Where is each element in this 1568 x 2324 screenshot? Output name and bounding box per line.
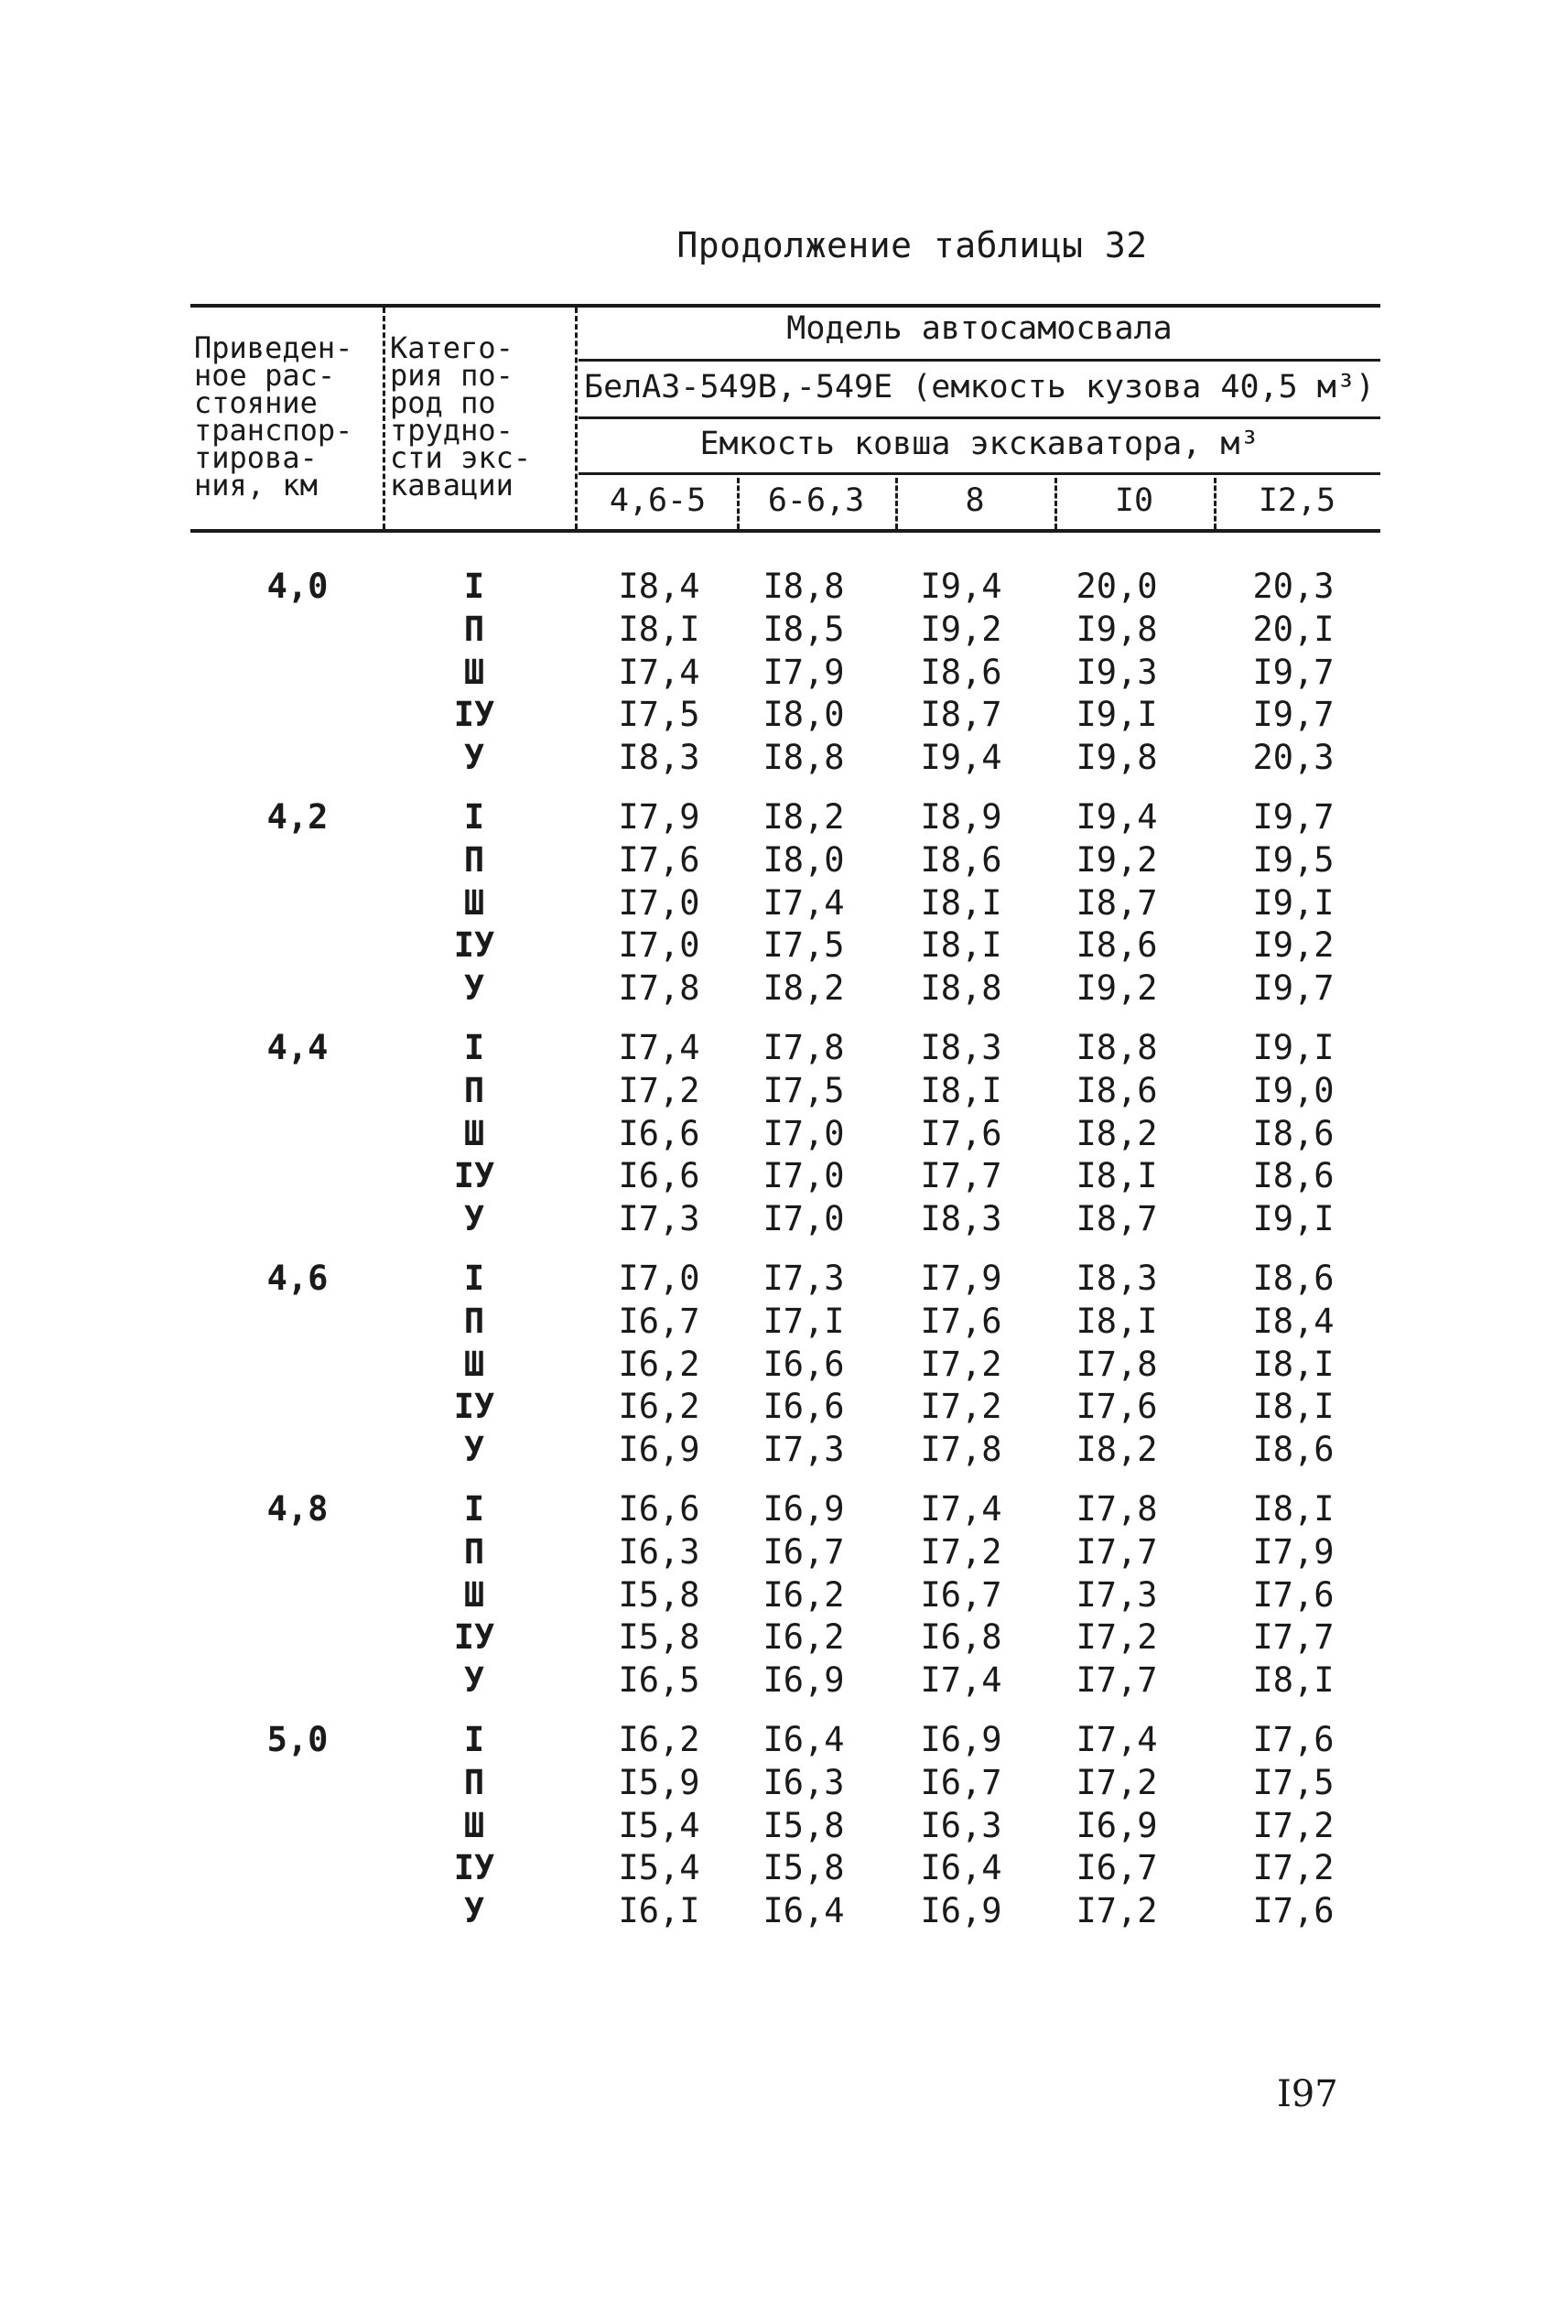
value-cell: I8,6 [1252, 1156, 1335, 1196]
value-cell: I7,2 [618, 1070, 700, 1110]
value-cell: I8,6 [1252, 1430, 1335, 1470]
value-cell: I9,7 [1252, 797, 1335, 837]
value-cell: I7,8 [762, 1028, 845, 1067]
category-cell: Ш [463, 1574, 485, 1615]
value-cell: I7,9 [618, 797, 700, 837]
model-rule [579, 359, 1380, 362]
header-bucket-title: Емкость ковша экскаватора, м³ [699, 426, 1260, 462]
value-cell: I7,3 [1076, 1574, 1158, 1615]
value-cell: I8,I [920, 882, 1002, 923]
value-cell: I7,2 [1252, 1805, 1335, 1845]
value-cell: I7,0 [762, 1113, 845, 1153]
value-cell: I5,9 [618, 1762, 700, 1802]
header-model-title: Модель автосамосвала [786, 310, 1173, 347]
bucket-size-header: I0 [1114, 482, 1154, 519]
value-cell: I6,6 [618, 1489, 700, 1529]
value-cell: I7,5 [618, 695, 700, 735]
value-cell: I6,9 [920, 1891, 1002, 1931]
value-cell: I8,0 [762, 695, 845, 735]
value-cell: I9,4 [920, 738, 1002, 778]
value-cell: I8,3 [920, 1028, 1002, 1067]
value-cell: I7,4 [618, 652, 700, 692]
distance-cell: 5,0 [266, 1720, 329, 1759]
category-cell: П [463, 609, 485, 649]
category-cell: У [463, 1891, 485, 1931]
value-cell: I8,2 [762, 968, 845, 1009]
distance-cell: 4,6 [266, 1259, 329, 1298]
category-cell: У [463, 1660, 485, 1701]
category-cell: У [463, 1199, 485, 1239]
value-cell: 20,0 [1076, 567, 1158, 606]
category-cell: IУ [453, 1848, 495, 1888]
value-cell: I8,I [1076, 1156, 1158, 1196]
value-cell: I9,2 [1076, 968, 1158, 1009]
value-cell: I8,9 [920, 797, 1002, 837]
column-divider [383, 308, 385, 529]
value-cell: I7,0 [618, 925, 700, 966]
category-cell: I [463, 1259, 485, 1298]
value-cell: I6,3 [920, 1805, 1002, 1845]
value-cell: I8,2 [1076, 1113, 1158, 1153]
bucket-size-header: I2,5 [1258, 482, 1336, 519]
value-cell: I9,5 [1252, 839, 1335, 880]
value-cell: I7,2 [920, 1387, 1002, 1427]
value-cell: I7,9 [1252, 1531, 1335, 1572]
category-cell: Ш [463, 1113, 485, 1153]
value-cell: I8,4 [618, 567, 700, 606]
value-cell: I7,7 [1076, 1531, 1158, 1572]
value-cell: I6,2 [762, 1574, 845, 1615]
distance-cell: 4,2 [266, 797, 329, 837]
value-cell: I8,4 [1252, 1301, 1335, 1341]
value-cell: I8,I [920, 1070, 1002, 1110]
value-cell: I8,0 [762, 839, 845, 880]
category-cell: П [463, 1762, 485, 1802]
value-cell: I7,0 [762, 1156, 845, 1196]
value-cell: I8,I [1252, 1344, 1335, 1384]
value-cell: I7,0 [762, 1199, 845, 1239]
value-cell: I6,7 [762, 1531, 845, 1572]
value-cell: I9,3 [1076, 652, 1158, 692]
value-cell: I8,I [1252, 1387, 1335, 1427]
value-cell: I8,3 [1076, 1259, 1158, 1298]
value-cell: I5,8 [618, 1617, 700, 1658]
value-cell: I7,0 [618, 882, 700, 923]
page-number: I97 [1277, 2073, 1338, 2115]
value-cell: I7,9 [762, 652, 845, 692]
value-cell: I7,3 [762, 1259, 845, 1298]
value-cell: I7,7 [1252, 1617, 1335, 1658]
value-cell: 20,I [1252, 609, 1335, 649]
value-cell: I6,3 [618, 1531, 700, 1572]
category-cell: Ш [463, 652, 485, 692]
value-cell: I6,7 [618, 1301, 700, 1341]
value-cell: I8,6 [1076, 925, 1158, 966]
value-cell: I8,2 [1076, 1430, 1158, 1470]
value-cell: I7,6 [1252, 1574, 1335, 1615]
category-cell: I [463, 1028, 485, 1067]
value-cell: I6,4 [762, 1891, 845, 1931]
value-cell: I7,4 [618, 1028, 700, 1067]
value-cell: I6,6 [762, 1387, 845, 1427]
value-cell: I8,7 [920, 695, 1002, 735]
value-cell: I6,2 [618, 1344, 700, 1384]
value-cell: I8,2 [762, 797, 845, 837]
header-bottom-rule [190, 529, 1380, 533]
value-cell: I7,2 [1076, 1891, 1158, 1931]
category-cell: Ш [463, 1805, 485, 1845]
value-cell: I7,6 [1252, 1891, 1335, 1931]
header-distance: Приведен- ное рас- стояние транспор- тирова- ния, км [194, 330, 353, 503]
value-cell: I8,I [1252, 1489, 1335, 1529]
value-cell: I7,2 [1076, 1762, 1158, 1802]
value-cell: I9,7 [1252, 695, 1335, 735]
value-cell: I8,I [920, 925, 1002, 966]
bucket-size-header: 4,6-5 [609, 482, 707, 519]
value-cell: I8,I [1252, 1660, 1335, 1701]
value-cell: I8,8 [1076, 1028, 1158, 1067]
value-cell: I9,2 [1252, 925, 1335, 966]
value-cell: I8,7 [1076, 1199, 1158, 1239]
category-cell: I [463, 567, 485, 606]
category-cell: Ш [463, 882, 485, 923]
value-cell: I7,2 [920, 1531, 1002, 1572]
value-cell: I9,I [1076, 695, 1158, 735]
value-cell: I6,4 [920, 1848, 1002, 1888]
value-cell: I6,7 [920, 1762, 1002, 1802]
value-cell: I7,5 [762, 1070, 845, 1110]
value-cell: I7,5 [1252, 1762, 1335, 1802]
value-cell: I9,8 [1076, 738, 1158, 778]
value-cell: I8,6 [920, 839, 1002, 880]
category-cell: П [463, 839, 485, 880]
category-cell: У [463, 1430, 485, 1470]
value-cell: I7,7 [920, 1156, 1002, 1196]
value-cell: I8,7 [1076, 882, 1158, 923]
category-cell: П [463, 1531, 485, 1572]
category-cell: IУ [453, 1387, 495, 1427]
value-cell: I7,7 [1076, 1660, 1158, 1701]
bucket-size-header: 8 [965, 482, 985, 519]
category-cell: IУ [453, 925, 495, 966]
value-cell: I7,8 [1076, 1344, 1158, 1384]
value-cell: I7,3 [762, 1430, 845, 1470]
value-cell: I7,4 [1076, 1720, 1158, 1759]
category-cell: У [463, 968, 485, 1009]
value-cell: I7,5 [762, 925, 845, 966]
header-model-name: БелАЗ-549В,-549Е (емкость кузова 40,5 м³) [584, 369, 1375, 405]
value-cell: I8,6 [1076, 1070, 1158, 1110]
value-cell: I5,8 [618, 1574, 700, 1615]
value-cell: I7,2 [1252, 1848, 1335, 1888]
value-cell: I6,8 [920, 1617, 1002, 1658]
value-cell: I6,9 [1076, 1805, 1158, 1845]
value-cell: I9,7 [1252, 652, 1335, 692]
value-cell: I5,4 [618, 1805, 700, 1845]
value-cell: I8,6 [1252, 1113, 1335, 1153]
value-cell: I7,3 [618, 1199, 700, 1239]
value-cell: I7,4 [762, 882, 845, 923]
value-cell: I8,5 [762, 609, 845, 649]
value-cell: I7,6 [618, 839, 700, 880]
value-cell: I7,8 [618, 968, 700, 1009]
category-cell: Ш [463, 1344, 485, 1384]
value-cell: I9,8 [1076, 609, 1158, 649]
header-top-rule [190, 304, 1380, 308]
value-cell: I6,4 [762, 1720, 845, 1759]
value-cell: I6,7 [920, 1574, 1002, 1615]
value-cell: I8,6 [920, 652, 1002, 692]
value-cell: I9,I [1252, 1028, 1335, 1067]
category-cell: I [463, 797, 485, 837]
value-cell: I8,6 [1252, 1259, 1335, 1298]
value-cell: 20,3 [1252, 738, 1335, 778]
category-cell: I [463, 1720, 485, 1759]
category-cell: IУ [453, 1617, 495, 1658]
value-cell: I7,2 [920, 1344, 1002, 1384]
value-cell: I6,7 [1076, 1848, 1158, 1888]
category-cell: У [463, 738, 485, 778]
value-cell: I6,9 [762, 1489, 845, 1529]
value-cell: I5,8 [762, 1805, 845, 1845]
distance-cell: 4,4 [266, 1028, 329, 1067]
value-cell: I7,6 [920, 1301, 1002, 1341]
value-cell: I9,4 [920, 567, 1002, 606]
value-cell: I9,2 [1076, 839, 1158, 880]
value-cell: 20,3 [1252, 567, 1335, 606]
value-cell: I7,6 [1076, 1387, 1158, 1427]
category-cell: I [463, 1489, 485, 1529]
value-cell: I9,4 [1076, 797, 1158, 837]
value-cell: I8,8 [762, 738, 845, 778]
value-cell: I9,2 [920, 609, 1002, 649]
table-caption: Продолжение таблицы 32 [676, 225, 1148, 265]
value-cell: I8,3 [618, 738, 700, 778]
value-cell: I8,3 [920, 1199, 1002, 1239]
bucket-size-header: 6-6,3 [767, 482, 865, 519]
value-cell: I6,9 [762, 1660, 845, 1701]
value-cell: I9,I [1252, 882, 1335, 923]
value-cell: I9,0 [1252, 1070, 1335, 1110]
value-cell: I7,4 [920, 1660, 1002, 1701]
value-cell: I9,7 [1252, 968, 1335, 1009]
value-cell: I7,8 [920, 1430, 1002, 1470]
value-cell: I8,I [618, 609, 700, 649]
value-cell: I6,9 [618, 1430, 700, 1470]
value-cell: I5,4 [618, 1848, 700, 1888]
value-cell: I7,9 [920, 1259, 1002, 1298]
value-cell: I6,9 [920, 1720, 1002, 1759]
value-cell: I6,I [618, 1891, 700, 1931]
distance-cell: 4,8 [266, 1489, 329, 1529]
value-cell: I6,6 [618, 1156, 700, 1196]
value-cell: I7,6 [1252, 1720, 1335, 1759]
truck-rule [579, 416, 1380, 419]
value-cell: I9,I [1252, 1199, 1335, 1239]
category-cell: П [463, 1301, 485, 1341]
header-category: Катего- рия по- род по трудно- сти экс- кавации [390, 330, 532, 503]
value-cell: I7,8 [1076, 1489, 1158, 1529]
value-cell: I6,6 [618, 1113, 700, 1153]
value-cell: I7,0 [618, 1259, 700, 1298]
bucket-rule [579, 472, 1380, 475]
value-cell: I7,4 [920, 1489, 1002, 1529]
category-cell: IУ [453, 1156, 495, 1196]
value-cell: I8,8 [920, 968, 1002, 1009]
value-cell: I6,2 [762, 1617, 845, 1658]
category-cell: П [463, 1070, 485, 1110]
value-cell: I6,6 [762, 1344, 845, 1384]
column-divider [575, 308, 578, 529]
category-cell: IУ [453, 695, 495, 735]
value-cell: I6,3 [762, 1762, 845, 1802]
value-cell: I6,2 [618, 1720, 700, 1759]
value-cell: I7,I [762, 1301, 845, 1341]
value-cell: I7,6 [920, 1113, 1002, 1153]
value-cell: I8,8 [762, 567, 845, 606]
distance-cell: 4,0 [266, 567, 329, 606]
value-cell: I6,5 [618, 1660, 700, 1701]
value-cell: I7,2 [1076, 1617, 1158, 1658]
value-cell: I8,I [1076, 1301, 1158, 1341]
value-cell: I5,8 [762, 1848, 845, 1888]
value-cell: I6,2 [618, 1387, 700, 1427]
